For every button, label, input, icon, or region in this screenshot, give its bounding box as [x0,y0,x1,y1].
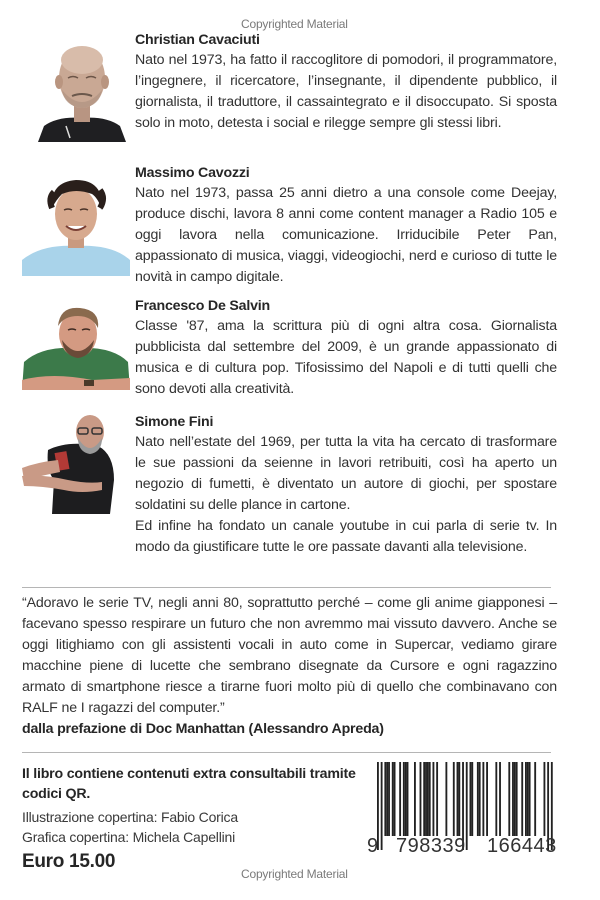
author-bio: Classe '87, ama la scrittura più di ogni altra cosa. Giornalista pubblicista dal settembre del 2009, è un grande appassionato di musica e di cultura pop. Tifosissimo del Napoli e di tutti quelli che sono devoti alla creatività. [135,318,557,397]
extra-content-notice: Il libro contiene contenuti extra consultabili tramite codici QR. [22,766,356,802]
author-bio: Nato nel 1973, ha fatto il raccoglitore di pomodori, il programmatore, l’ingegnere, il ricercatore, l’insegnante, il dipendente pubblico, il giornalista, il traduttore, il cassaintegrato e il disoccupato. Si sposta solo in moto, detesta i social e rilegge sempre gli stessi libri. [135,52,557,131]
author-name: Simone Fini [135,414,214,430]
preface-quote: “Adoravo le serie TV, negli anni 80, soprattutto perché – come gli anime giapponesi – facevano spesso respirare un futuro che non avremmo mai vissuto davvero. Anche se oggi litighiamo con gli assistenti vocali in auto come in Supercar, vediamo girare macchine piene di lucette che sembrano disegnate da Cursore e ogni ragazzino armato di smartphone riesce a tirarne fuori molto più di quello che combinavano con RALF ne I ragazzi del computer.” [22,595,557,716]
portrait-icon [22,300,130,390]
author-photo-christian-cavaciuti [38,38,126,142]
barcode-digit-first: 9 [367,835,379,857]
cover-credits [22,807,238,847]
portrait-icon [22,168,130,276]
price-label: Euro 15.00 [22,851,116,872]
author-name: Massimo Cavozzi [135,165,250,181]
cover-design-credit: Grafica copertina: Michela Capellini [22,829,236,845]
copyright-watermark-top: Copyrighted Material [241,17,348,31]
author-photo-francesco-de-salvin [22,300,130,390]
cover-illustration-credit: Illustrazione copertina: Fabio Corica [22,809,238,825]
section-divider [22,587,551,588]
portrait-icon [18,410,122,514]
author-name: Christian Cavaciuti [135,32,260,48]
barcode-digits-left: 798339 [396,835,466,857]
quote-attribution: dalla prefazione di Doc Manhattan (Alessandro Apreda) [22,721,384,737]
copyright-watermark-bottom: Copyrighted Material [241,867,348,881]
author-photo-simone-fini [18,410,122,514]
author-bio-paragraph-2: Ed infine ha fondato un canale youtube in cui parla di serie tv. In modo da giustificare tutte le ore passate davanti alla televisione. [135,518,557,555]
author-bio-paragraph-1: Nato nell’estate del 1969, per tutta la vita ha cercato di trasformare le sue passioni da seienne in lavori retribuiti, così ha aperto un negozio di fumetti, è diventato un autore di giochi, per spostare soldatini su delle plance in cartone. [135,434,557,513]
barcode-digits-right: 166443 [487,835,557,857]
portrait-icon [38,38,126,142]
section-divider [22,752,551,753]
author-name: Francesco De Salvin [135,298,270,314]
author-bio: Nato nel 1973, passa 25 anni dietro a una console come Deejay, produce dischi, lavora 8 anni come content manager a Radio 105 e oggi lavora nella comunicazione. Irriducibile Peter Pan, appassionato di musica, viaggi, videogiochi, nerd e curioso di tutte le novità in campo digitale. [135,185,557,285]
author-photo-massimo-cavozzi [22,168,130,276]
